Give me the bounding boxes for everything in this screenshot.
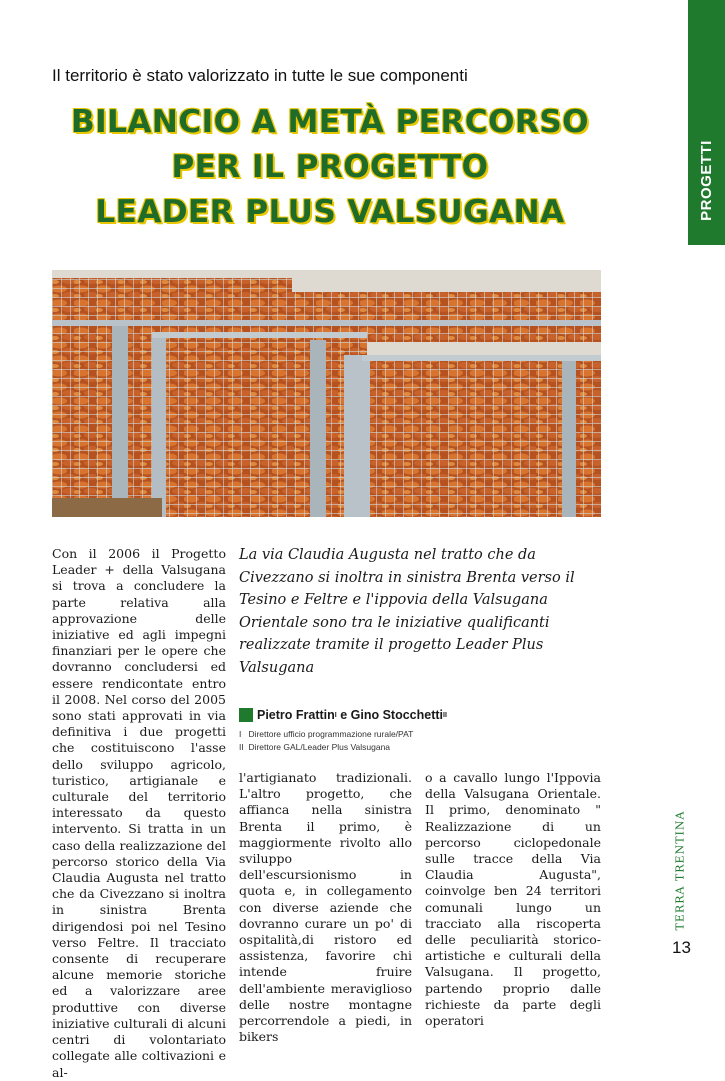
headline-line-1: BILANCIO A METÀ PERCORSO	[70, 104, 590, 140]
article-lead: La via Claudia Augusta nel tratto che da Civezzano si inoltra in sinistra Brenta verso il Tesino e Feltre e l'ippovia della Valsugana Orientale sono tra le iniziative qualificanti realizzate tramite il progetto Leader Plus Valsugana	[239, 547, 575, 676]
headline-line-3: LEADER PLUS VALSUGANA	[95, 194, 565, 230]
body-column-1: Con il 2006 il Progetto Leader + della Valsugana si trova a concludere la parte relativa alla approvazione delle iniziative ed agli impegni finanziari per le opere che dovranno concludersi ed essere rendicontate entro il 2008. Nel corso del 2005 sono stati approvati in via definitiva i due progetti che costituiscono l'asse dello sviluppo agricolo, turistico, artigianale e culturale del territorio interessato da questo intervento. Si tratta in un caso della realizzazione del percorso storico della Via Claudia Augusta nel tratto che da Civezzano si inoltra in sinistra Brenta dirigendosi poi nel Tesino verso Feltre. Il tracciato consente di recuperare alcune memorie storiche ed a valorizzare aree produttive con diverse iniziative culturali di alcuni centri di volontariato collegate alle coltivazioni e al-	[52, 546, 226, 1080]
headline-line-2: PER IL PROGETTO	[171, 149, 489, 185]
author-1: Pietro Frattin	[257, 708, 335, 722]
magazine-name: TERRA TRENTINA	[673, 810, 687, 930]
page-number: 13	[672, 938, 691, 957]
magazine-name-wrap	[660, 800, 700, 940]
body-column-3: o a cavallo lungo l'Ippovia della Valsugana Orientale. Il primo, denominato " Realizzazione di un percorso ciclopedonale sulle tracce della Via Claudia Augusta", coinvolge ben 24 territori comunali lungo un tracciato alla riscoperta delle peculiarità storico-artistiche e culturali della Valsugana. Il progetto, partendo proprio dalle richieste da parte degli operatori	[425, 770, 601, 1029]
author-2-mark: II	[443, 711, 447, 719]
green-square-icon	[239, 708, 253, 722]
author-2: Gino Stocchetti	[350, 708, 444, 722]
section-tab-label-wrap	[688, 120, 725, 240]
author-1-mark: I	[334, 711, 337, 719]
affiliation-1: I Direttore ufficio programmazione rurale/PAT	[239, 729, 414, 739]
author-conj: e	[336, 708, 351, 722]
affiliation-2: II Direttore GAL/Leader Plus Valsugana	[239, 742, 391, 752]
crates-of-corn-photo	[52, 270, 601, 517]
section-tab-label: PROGETTI	[698, 139, 716, 221]
body-column-2: l'artigianato tradizionali. L'altro progetto, che affianca nella sinistra Brenta il primo, è maggiormente rivolto allo sviluppo dell'escursionismo in quota e, in collegamento con diverse aziende che dovranno curare un po' di ospitalità,di ristoro ed assistenza, favorire chi intende fruire dell'ambiente meraviglioso delle nostre montagne percorrendole a piedi, in bikers	[239, 770, 412, 1045]
author-line	[239, 708, 599, 722]
article-headline	[40, 100, 620, 235]
article-subtitle: Il territorio è stato valorizzato in tutte le sue componenti	[52, 66, 468, 85]
